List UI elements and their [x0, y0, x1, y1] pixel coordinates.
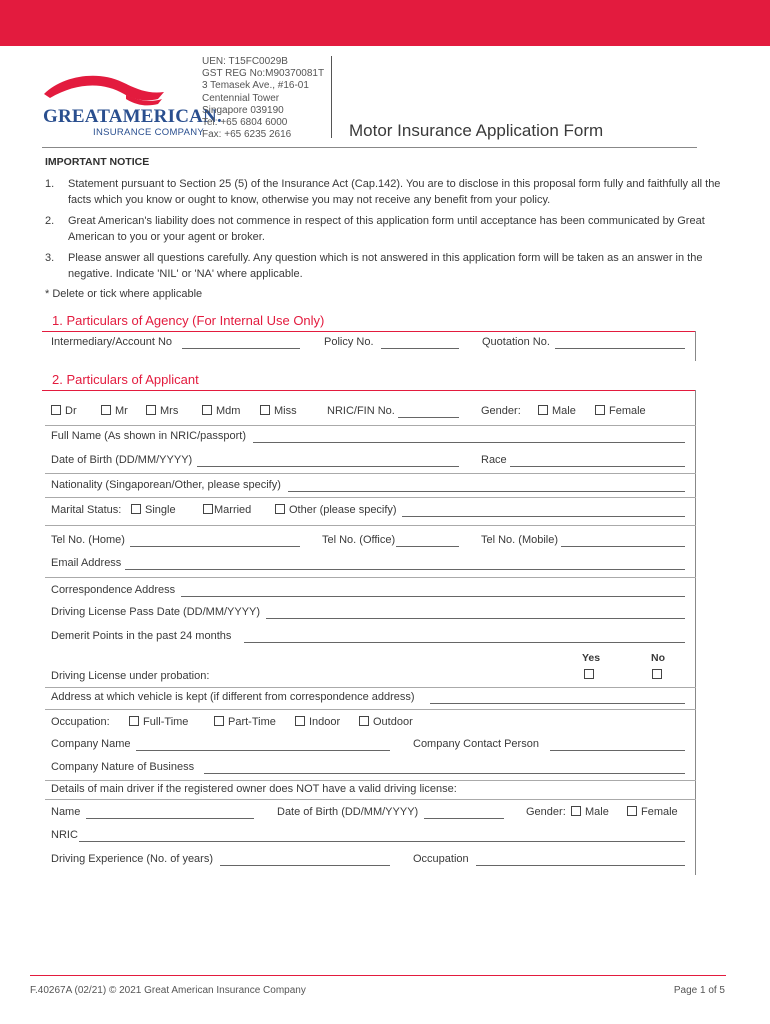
- driver-name-label: Name: [51, 806, 81, 818]
- notice-text: Great American's liability does not commence in respect of this application form until acceptance has been communicated by Great American to you or your agent or broker.: [68, 215, 705, 243]
- company-info: [202, 56, 324, 141]
- vehicle-address-input[interactable]: [430, 703, 685, 704]
- checkbox[interactable]: [538, 405, 548, 415]
- notice-item: [45, 251, 725, 282]
- policy-no-label: Policy No.: [324, 336, 374, 348]
- company-contact-input[interactable]: [550, 750, 685, 751]
- gender-label: Gender:: [481, 405, 521, 417]
- checkbox[interactable]: [571, 806, 581, 816]
- tel-office-input[interactable]: [396, 546, 459, 547]
- company-name-input[interactable]: [136, 750, 390, 751]
- marital-status-label: Marital Status:: [51, 504, 122, 516]
- title-miss-label: Miss: [274, 405, 297, 417]
- occupation-fulltime-label: Full-Time: [143, 716, 189, 728]
- checkbox[interactable]: [275, 504, 285, 514]
- tel-mobile-label: Tel No. (Mobile): [481, 534, 559, 546]
- footer-rule: [30, 975, 726, 976]
- notice-item: [45, 214, 725, 245]
- driver-dob-input[interactable]: [424, 818, 504, 819]
- title-mdm-label: Mdm: [216, 405, 241, 417]
- section-1-rule: [42, 331, 696, 332]
- policy-no-input[interactable]: [381, 348, 459, 349]
- checkbox[interactable]: [627, 806, 637, 816]
- notice-number: 2.: [45, 215, 55, 227]
- top-brand-bar: [0, 0, 770, 46]
- notice-list: [45, 177, 725, 288]
- intermediary-label: Intermediary/Account No: [51, 336, 173, 348]
- nric-fin-label: NRIC/FIN No.: [327, 405, 395, 417]
- race-input[interactable]: [510, 466, 685, 467]
- company-logo: [42, 72, 222, 142]
- gender-male-label: Male: [552, 405, 576, 417]
- title-miss-option[interactable]: [260, 405, 297, 417]
- driving-experience-input[interactable]: [220, 865, 390, 866]
- correspondence-label: Correspondence Address: [51, 584, 176, 596]
- checkbox[interactable]: [101, 405, 111, 415]
- vehicle-address-label: Address at which vehicle is kept (if different from correspondence address): [51, 691, 415, 703]
- license-pass-date-label: Driving License Pass Date (DD/MM/YYYY): [51, 606, 261, 618]
- section-1-heading: 1. Particulars of Agency (For Internal Use Only): [52, 313, 325, 328]
- occupation-outdoor-label: Outdoor: [373, 716, 413, 728]
- email-label: Email Address: [51, 557, 122, 569]
- company-name-label: Company Name: [51, 738, 131, 750]
- driver-nric-input[interactable]: [79, 841, 685, 842]
- marital-other-option[interactable]: [275, 504, 397, 516]
- footnote: * Delete or tick where applicable: [45, 288, 203, 300]
- occupation-fulltime-option[interactable]: [129, 716, 188, 728]
- notice-text: Statement pursuant to Section 25 (5) of the Insurance Act (Cap.142). You are to disclose in this proposal form fully and faithfully all the facts which you know or ought to know, otherwise you may not receive any benefit from your policy.: [68, 178, 721, 206]
- occupation-parttime-option[interactable]: [214, 716, 276, 728]
- driver-gender-female-label: Female: [641, 806, 678, 818]
- probation-label: Driving License under probation:: [51, 670, 210, 682]
- email-input[interactable]: [125, 569, 685, 570]
- section-2-rule: [42, 390, 696, 391]
- occupation-indoor-option[interactable]: [295, 716, 340, 728]
- company-nature-input[interactable]: [204, 773, 685, 774]
- footer-page-number: Page 1 of 5: [673, 985, 725, 996]
- checkbox[interactable]: [359, 716, 369, 726]
- company-nature-label: Company Nature of Business: [51, 761, 195, 773]
- title-mrs-label: Mrs: [160, 405, 179, 417]
- marital-other-label: Other (please specify): [289, 504, 397, 516]
- checkbox[interactable]: [146, 405, 156, 415]
- marital-single-label: Single: [145, 504, 176, 516]
- driver-gender-label: Gender:: [526, 806, 566, 818]
- company-address-2: Centennial Tower: [202, 92, 280, 104]
- nationality-input[interactable]: [288, 491, 685, 492]
- occupation-parttime-label: Part-Time: [228, 716, 276, 728]
- race-label: Race: [481, 454, 507, 466]
- dob-label: Date of Birth (DD/MM/YYYY): [51, 454, 193, 466]
- correspondence-input[interactable]: [181, 596, 685, 597]
- row-divider: [45, 577, 696, 578]
- driver-name-input[interactable]: [86, 818, 254, 819]
- checkbox[interactable]: [129, 716, 139, 726]
- checkbox[interactable]: [214, 716, 224, 726]
- tel-office-label: Tel No. (Office): [322, 534, 396, 546]
- row-divider: [45, 525, 696, 526]
- driver-dob-label: Date of Birth (DD/MM/YYYY): [277, 806, 419, 818]
- logo-subtitle: INSURANCE COMPANY: [93, 127, 205, 138]
- header-divider: [331, 56, 332, 138]
- occupation-indoor-label: Indoor: [309, 716, 341, 728]
- title-dr-option[interactable]: [51, 405, 77, 417]
- checkbox[interactable]: [652, 669, 662, 679]
- checkbox[interactable]: [203, 504, 213, 514]
- section-2-side-rule: [695, 390, 696, 875]
- quotation-no-input[interactable]: [555, 348, 685, 349]
- probation-no-checkbox[interactable]: [652, 669, 666, 681]
- driver-gender-male-label: Male: [585, 806, 609, 818]
- driver-occupation-label: Occupation: [413, 853, 469, 865]
- tel-home-label: Tel No. (Home): [51, 534, 125, 546]
- title-mr-label: Mr: [115, 405, 128, 417]
- checkbox[interactable]: [131, 504, 141, 514]
- row-divider: [45, 799, 696, 800]
- nric-fin-input[interactable]: [398, 417, 459, 418]
- gender-female-option[interactable]: [595, 405, 646, 417]
- notice-title: IMPORTANT NOTICE: [45, 156, 150, 168]
- gender-male-option[interactable]: [538, 405, 576, 417]
- company-address-1: 3 Temasek Ave., #16-01: [202, 80, 309, 92]
- marital-married-option[interactable]: [203, 504, 251, 516]
- driver-gender-male-option[interactable]: [571, 806, 609, 818]
- marital-single-option[interactable]: [131, 504, 176, 516]
- checkbox[interactable]: [595, 405, 605, 415]
- occupation-outdoor-option[interactable]: [359, 716, 413, 728]
- checkbox[interactable]: [51, 405, 61, 415]
- marital-married-label: Married: [214, 504, 252, 516]
- company-fax: Fax: +65 6235 2616: [202, 129, 292, 141]
- driver-occupation-input[interactable]: [476, 865, 685, 866]
- dob-input[interactable]: [197, 466, 459, 467]
- occupation-type-label: Occupation:: [51, 716, 110, 728]
- notice-item: [45, 177, 725, 208]
- checkbox[interactable]: [584, 669, 594, 679]
- title-mdm-option[interactable]: [202, 405, 240, 417]
- page-title: Motor Insurance Application Form: [349, 121, 604, 140]
- license-pass-date-input[interactable]: [266, 618, 685, 619]
- row-divider: [45, 425, 696, 426]
- gender-female-label: Female: [609, 405, 646, 417]
- demerit-input[interactable]: [244, 642, 685, 643]
- driver-gender-female-option[interactable]: [627, 806, 678, 818]
- title-rule: [42, 147, 697, 148]
- quotation-no-label: Quotation No.: [482, 336, 550, 348]
- notice-number: 1.: [45, 178, 55, 190]
- no-column-header: No: [651, 652, 665, 664]
- yes-column-header: Yes: [582, 652, 601, 664]
- checkbox[interactable]: [260, 405, 270, 415]
- intermediary-input[interactable]: [182, 348, 300, 349]
- nationality-label: Nationality (Singaporean/Other, please specify): [51, 479, 281, 491]
- full-name-label: Full Name (As shown in NRIC/passport): [51, 430, 247, 442]
- company-contact-label: Company Contact Person: [413, 738, 539, 750]
- section-1-side-rule: [695, 331, 696, 361]
- driving-experience-label: Driving Experience (No. of years): [51, 853, 214, 865]
- checkbox[interactable]: [295, 716, 305, 726]
- row-divider: [45, 687, 696, 688]
- main-driver-note: Details of main driver if the registered owner does NOT have a valid driving license:: [51, 783, 457, 795]
- row-divider: [45, 780, 696, 781]
- checkbox[interactable]: [202, 405, 212, 415]
- marital-other-input[interactable]: [402, 516, 685, 517]
- logo-wordmark: GREATAMERICAN.: [43, 106, 222, 127]
- title-dr-label: Dr: [65, 405, 77, 417]
- notice-number: 3.: [45, 252, 55, 264]
- title-mr-option[interactable]: [101, 405, 128, 417]
- row-divider: [45, 709, 696, 710]
- probation-yes-checkbox[interactable]: [584, 669, 598, 681]
- company-address-3: Singapore 039190: [202, 104, 284, 116]
- row-divider: [45, 473, 696, 474]
- section-2-heading: 2. Particulars of Applicant: [52, 372, 199, 387]
- title-mrs-option[interactable]: [146, 405, 178, 417]
- driver-nric-label: NRIC: [51, 829, 78, 841]
- demerit-label: Demerit Points in the past 24 months: [51, 630, 232, 642]
- company-gst: GST REG No:M90370081T: [202, 68, 325, 80]
- footer-form-code: F.40267A (02/21) © 2021 Great American Insurance Company: [30, 985, 306, 996]
- company-uen: UEN: T15FC0029B: [202, 56, 288, 67]
- company-tel: Tel: +65 6804 6000: [202, 117, 288, 129]
- notice-text: Please answer all questions carefully. Any question which is not answered in this application form will be taken as an answer in the negative. Indicate 'NIL' or 'NA' where applicable.: [68, 252, 703, 280]
- tel-home-input[interactable]: [130, 546, 300, 547]
- full-name-input[interactable]: [253, 442, 685, 443]
- row-divider: [45, 497, 696, 498]
- tel-mobile-input[interactable]: [561, 546, 685, 547]
